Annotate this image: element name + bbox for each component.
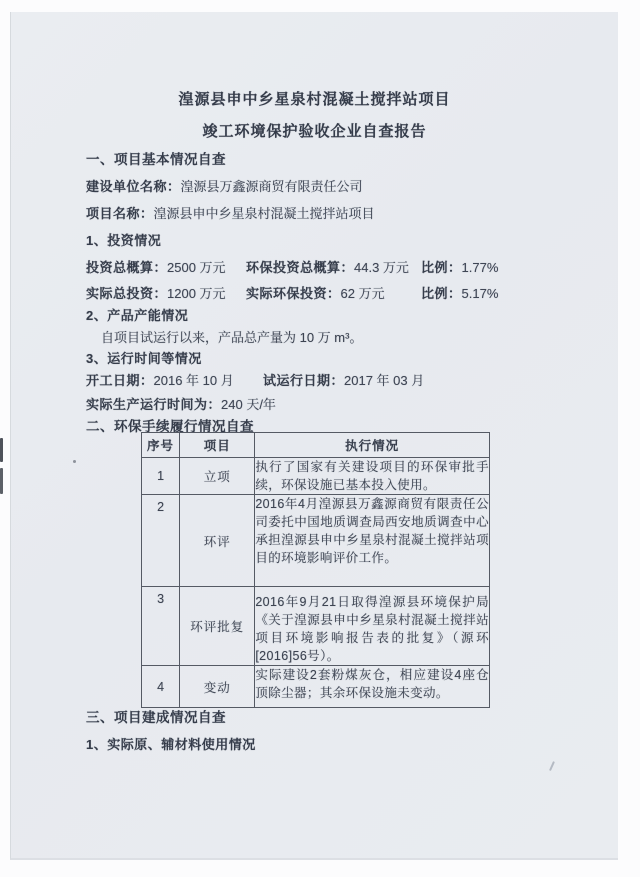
row-item: 立项 xyxy=(180,458,255,495)
ratio1-value: 1.77% xyxy=(461,260,499,275)
scan-speck-artifact xyxy=(73,460,76,463)
row-status: 执行了国家有关建设项目的环保审批手续，环保设施已基本投入使用。 xyxy=(255,458,490,495)
table-row xyxy=(142,458,490,495)
construction-unit-label: 建设单位名称： xyxy=(86,179,181,194)
ratio1-label: 比例： xyxy=(421,260,462,275)
construction-unit-line xyxy=(86,176,363,195)
trial-date-value: 2017 年 03 月 xyxy=(344,373,425,388)
section-3-sub-heading: 1、实际原、辅材料使用情况 xyxy=(86,737,256,752)
document-paper xyxy=(10,12,618,860)
ratio2-value: 5.17% xyxy=(461,286,499,301)
project-name-label: 项目名称： xyxy=(86,206,154,221)
runtime-label: 实际生产运行时间为： xyxy=(86,397,222,412)
runtime-line xyxy=(86,394,276,413)
total-budget-label: 投资总概算： xyxy=(86,260,168,275)
table-row xyxy=(142,587,490,666)
section-2-heading: 二、环保手续履行情况自查 xyxy=(86,419,254,434)
scan-edge-artifact xyxy=(0,468,3,494)
total-budget-value: 2500 万元 xyxy=(167,260,226,275)
table-row xyxy=(142,666,490,708)
row-status: 2016年9月21日取得湟源县环境保护局《关于湟源县申中乡星泉村混凝土搅拌站项目环境影响报告表的批复》（源环[2016]56号）。 xyxy=(255,587,490,666)
section-1-heading: 一、项目基本情况自查 xyxy=(86,152,226,167)
row-no: 1 xyxy=(142,458,180,495)
header-status: 执行情况 xyxy=(255,433,490,458)
actual-total-label: 实际总投资： xyxy=(86,286,168,301)
document-subtitle: 竣工环境保护验收企业自查报告 xyxy=(202,123,427,140)
document-title: 湟源县申中乡星泉村混凝土搅拌站项目 xyxy=(178,91,451,108)
actual-env-value: 62 万元 xyxy=(340,286,385,301)
row-item: 环评 xyxy=(180,495,255,587)
actual-total-value: 1200 万元 xyxy=(167,286,226,301)
project-name-value: 湟源县申中乡星泉村混凝土搅拌站项目 xyxy=(153,206,375,221)
header-item: 项目 xyxy=(180,433,255,458)
header-no: 序号 xyxy=(142,433,180,458)
construction-unit-value: 湟源县万鑫源商贸有限责任公司 xyxy=(180,179,363,194)
trial-date-label: 试运行日期： xyxy=(263,373,345,388)
row-item: 变动 xyxy=(180,666,255,708)
row-no: 2 xyxy=(142,495,180,587)
scan-edge-artifact xyxy=(0,438,3,462)
actual-env-label: 实际环保投资： xyxy=(246,286,341,301)
ratio2-label: 比例： xyxy=(421,286,462,301)
row-item: 环评批复 xyxy=(180,587,255,666)
operation-heading: 3、运行时间等情况 xyxy=(86,351,202,366)
procedure-table xyxy=(141,432,490,708)
start-date-label: 开工日期： xyxy=(86,373,154,388)
env-budget-label: 环保投资总概算： xyxy=(246,260,355,275)
table-row xyxy=(142,495,490,587)
capacity-text: 自项目试运行以来，产品总产量为 10 万 m³。 xyxy=(101,330,363,345)
capacity-heading: 2、产品产能情况 xyxy=(86,308,189,323)
project-name-line xyxy=(86,203,375,222)
env-budget-value: 44.3 万元 xyxy=(354,260,409,275)
investment-heading: 1、投资情况 xyxy=(86,233,162,248)
investment-actual-line xyxy=(11,283,618,299)
dates-line xyxy=(11,370,618,386)
start-date-value: 2016 年 10 月 xyxy=(153,373,234,388)
row-no: 4 xyxy=(142,666,180,708)
table-header-row xyxy=(142,433,490,458)
row-status: 实际建设2套粉煤灰仓，相应建设4座仓顶除尘器；其余环保设施未变动。 xyxy=(255,666,490,708)
investment-budget-line xyxy=(11,257,618,273)
runtime-value: 240 天/年 xyxy=(221,397,276,412)
row-no: 3 xyxy=(142,587,180,666)
row-status: 2016年4月湟源县万鑫源商贸有限责任公司委托中国地质调查局西安地质调查中心承担湟源县申中乡星泉村混凝土搅拌站项目的环境影响评价工作。 xyxy=(255,495,490,587)
section-3-heading: 三、项目建成情况自查 xyxy=(86,710,226,725)
